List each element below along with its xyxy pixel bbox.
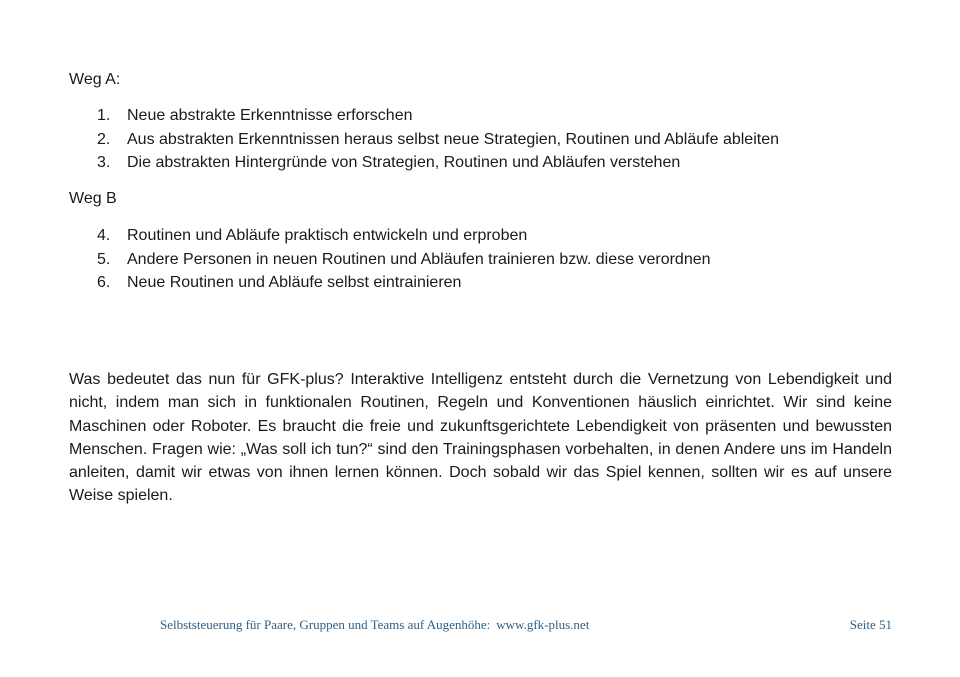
list-item-number: 6. [97,274,111,291]
footer-url[interactable]: www.gfk-plus.net [496,617,590,632]
list-item-number: 2. [97,130,111,148]
footer-title-text: Selbststeuerung für Paare, Gruppen und Teams auf Augenhöhe: [160,617,491,632]
list-item-text: Aus abstrakten Erkenntnissen heraus selbst neue Strategien, Routinen und Abläufe ableiten [127,130,779,148]
path-b-heading: Weg B [69,190,117,207]
path-a-heading: Weg A: [69,71,121,88]
path-b-list [97,226,711,297]
list-item-text: Die abstrakten Hintergründe von Strategien, Routinen und Abläufen verstehen [127,154,681,171]
list-item [97,130,779,154]
path-a-list [97,106,779,177]
list-item-text: Routinen und Abläufe praktisch entwickeln und erproben [127,227,528,244]
page-number: Seite 51 [849,617,892,632]
list-item-text: Andere Personen in neuen Routinen und Abläufen trainieren bzw. diese verordnen [127,250,711,268]
list-item-number: 5. [97,250,111,268]
footer-title [160,617,589,633]
list-item-number: 3. [97,154,111,171]
body-paragraph: Was bedeutet das nun für GFK-plus? Interaktive Intelligenz entsteht durch die Vernetzung von Lebendigkeit und nicht, indem man sich in funktionalen Routinen, Regeln und Konventionen häuslich einrichtet. Wir sind keine Maschinen oder Roboter. Es braucht die freie und zukunftsgerichtete Lebendigkeit von präsenten und bewussten Menschen. Fragen wie: „Was soll ich tun?“ sind den Trainingsphasen vorbehalten, in denen Andere uns im Handeln anleiten, damit wir etwas von ihnen lernen können. Doch sobald wir das Spiel kennen, sollten wir es auf unsere Weise spielen. [69,371,892,505]
list-item-number: 4. [97,227,111,244]
list-item-text: Neue Routinen und Abläufe selbst eintrainieren [127,274,462,291]
list-item-number: 1. [97,107,111,124]
list-item [97,106,779,130]
list-item [97,273,711,297]
list-item-text: Neue abstrakte Erkenntnisse erforschen [127,107,413,124]
list-item [97,250,711,274]
list-item [97,226,711,250]
list-item [97,153,779,177]
